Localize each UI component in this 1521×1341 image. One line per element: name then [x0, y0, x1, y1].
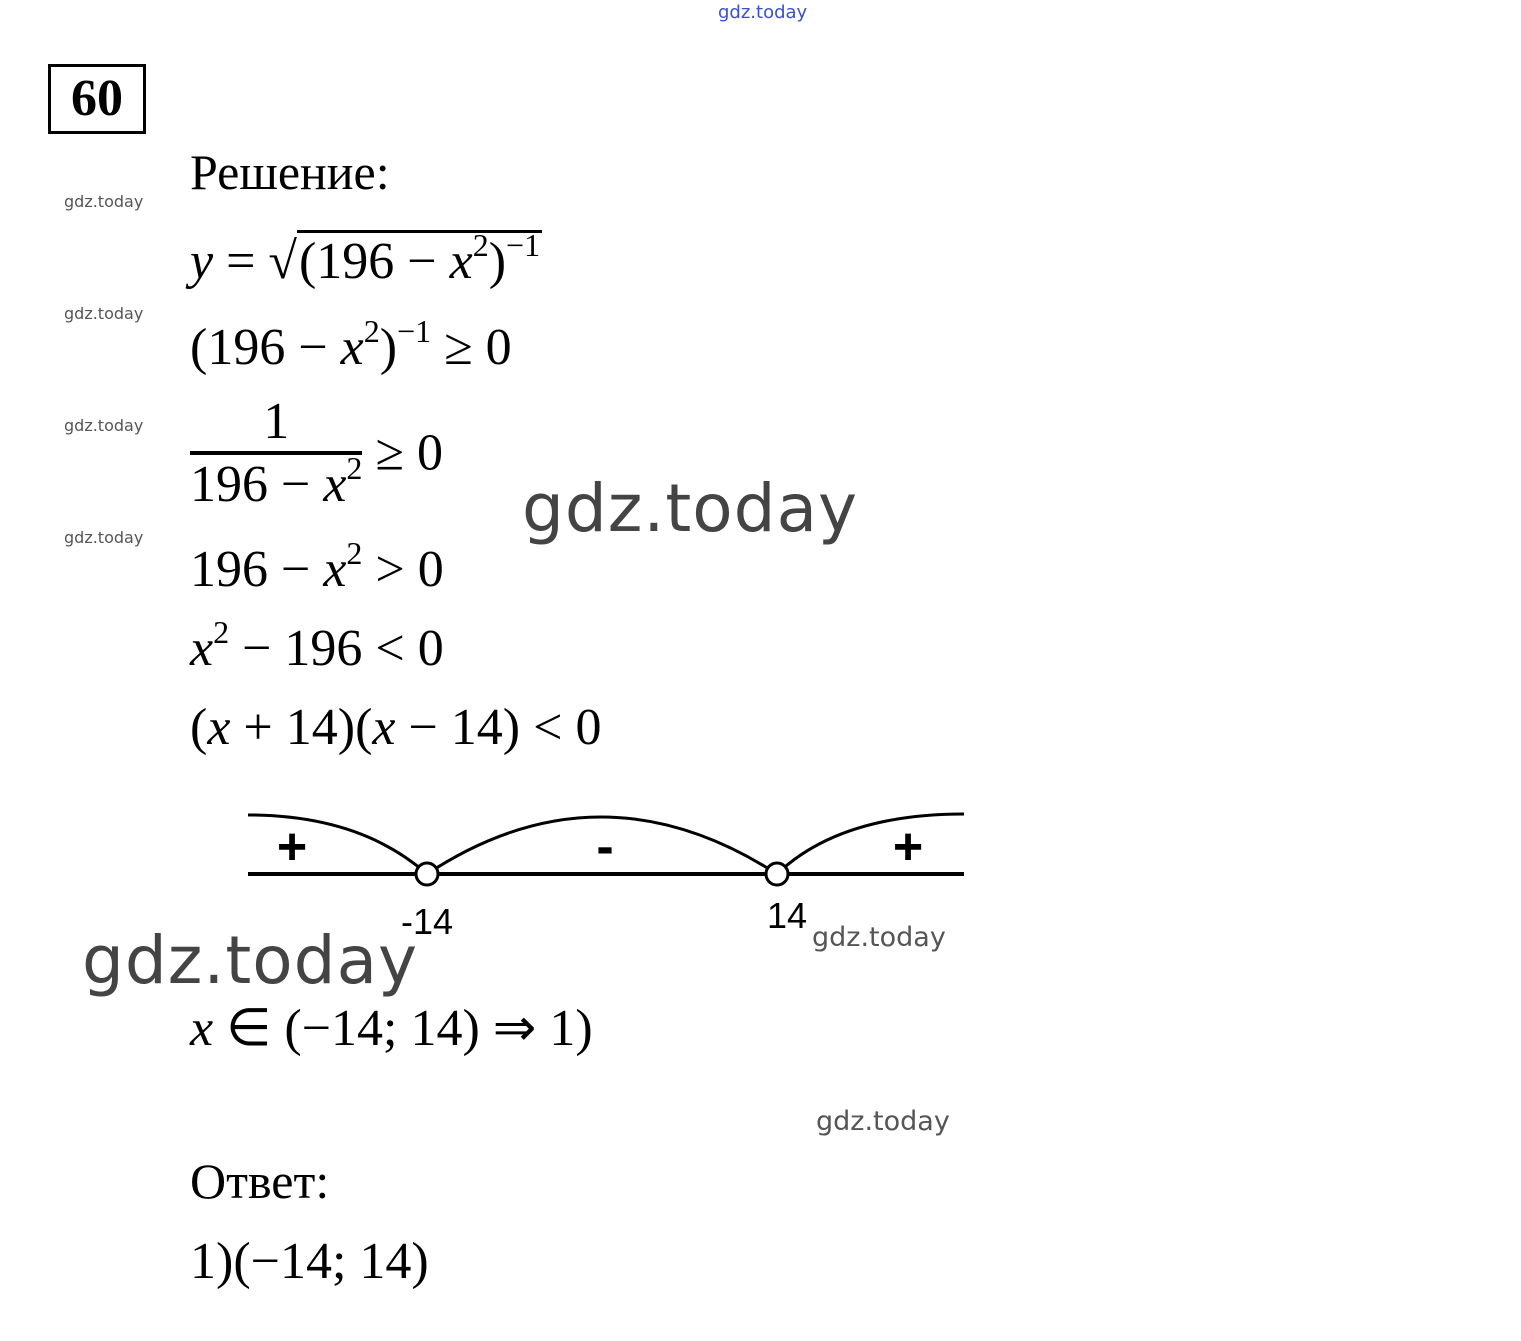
- answer-value: 1)(−14; 14): [190, 1233, 429, 1290]
- equation-line-4: [190, 535, 444, 599]
- close-paren: ): [379, 319, 398, 376]
- watermark-bottom-left: gdz.today: [82, 922, 419, 999]
- expr-open: (196 −: [190, 319, 341, 376]
- exponent-2: 2: [472, 227, 489, 263]
- point-label-minus-14: -14: [400, 901, 454, 942]
- expr-rest: − 196 < 0: [229, 620, 444, 677]
- close-paren: ): [488, 233, 507, 290]
- equation-line-1: [190, 227, 542, 291]
- var-x: x: [449, 233, 473, 290]
- sign-right: +: [892, 818, 924, 876]
- denominator-text: 196 −: [190, 456, 324, 513]
- var-x: x: [323, 456, 347, 513]
- watermark-side-2: gdz.today: [64, 304, 144, 323]
- exponent-minus-1: −1: [506, 227, 541, 263]
- fraction: [190, 392, 362, 514]
- watermark-diagram-right: gdz.today: [812, 922, 946, 953]
- answer-heading: Ответ:: [190, 1153, 330, 1209]
- sign-arc-right: [777, 814, 964, 874]
- var-x: x: [340, 319, 364, 376]
- exponent-2: 2: [346, 535, 363, 571]
- watermark-top: gdz.today: [718, 2, 808, 23]
- var-x: x: [190, 620, 214, 677]
- result-interval: ∈ (−14; 14) ⇒ 1): [213, 1000, 593, 1057]
- watermark-side-4: gdz.today: [64, 528, 144, 547]
- exponent-minus-1: −1: [397, 313, 432, 349]
- fraction-denominator: [190, 450, 363, 514]
- watermark-side-3: gdz.today: [64, 416, 144, 435]
- equals-sign: =: [213, 233, 269, 290]
- exponent-2: 2: [363, 313, 380, 349]
- watermark-center: gdz.today: [522, 470, 859, 547]
- var-x: x: [372, 699, 396, 756]
- open-point-minus-14: [416, 863, 438, 885]
- sign-left: +: [276, 818, 308, 876]
- sign-middle: -: [596, 818, 614, 876]
- watermark-lower-right: gdz.today: [816, 1106, 950, 1137]
- expr-a: 196 −: [190, 541, 324, 598]
- var-x: x: [190, 1000, 214, 1057]
- equation-line-6: [190, 698, 601, 757]
- equation-line-3: [190, 392, 443, 514]
- solution-heading: Решение:: [190, 144, 390, 200]
- var-x: x: [323, 541, 347, 598]
- fraction-numerator: 1: [190, 392, 362, 455]
- open-point-14: [766, 863, 788, 885]
- var-y: y: [190, 233, 214, 290]
- open-paren: (: [190, 699, 208, 756]
- factor-end: − 14) < 0: [395, 699, 602, 756]
- radicand-text: (196 −: [298, 233, 450, 290]
- relation: ≥ 0: [431, 319, 512, 376]
- sqrt-symbol: √: [268, 233, 297, 290]
- sqrt-radicand: [297, 227, 542, 290]
- relation: > 0: [362, 541, 444, 598]
- factor-mid: + 14)(: [230, 699, 373, 756]
- relation: ≥ 0: [362, 424, 443, 482]
- point-label-14: 14: [766, 895, 808, 936]
- equation-line-2: [190, 313, 512, 377]
- exponent-2: 2: [213, 614, 230, 650]
- var-x: x: [207, 699, 231, 756]
- problem-number: 60: [48, 64, 146, 134]
- watermark-side-1: gdz.today: [64, 192, 144, 211]
- result-line: [190, 998, 593, 1058]
- exponent-2: 2: [346, 450, 363, 486]
- equation-line-5: [190, 614, 444, 678]
- sign-arc-left: [248, 815, 427, 874]
